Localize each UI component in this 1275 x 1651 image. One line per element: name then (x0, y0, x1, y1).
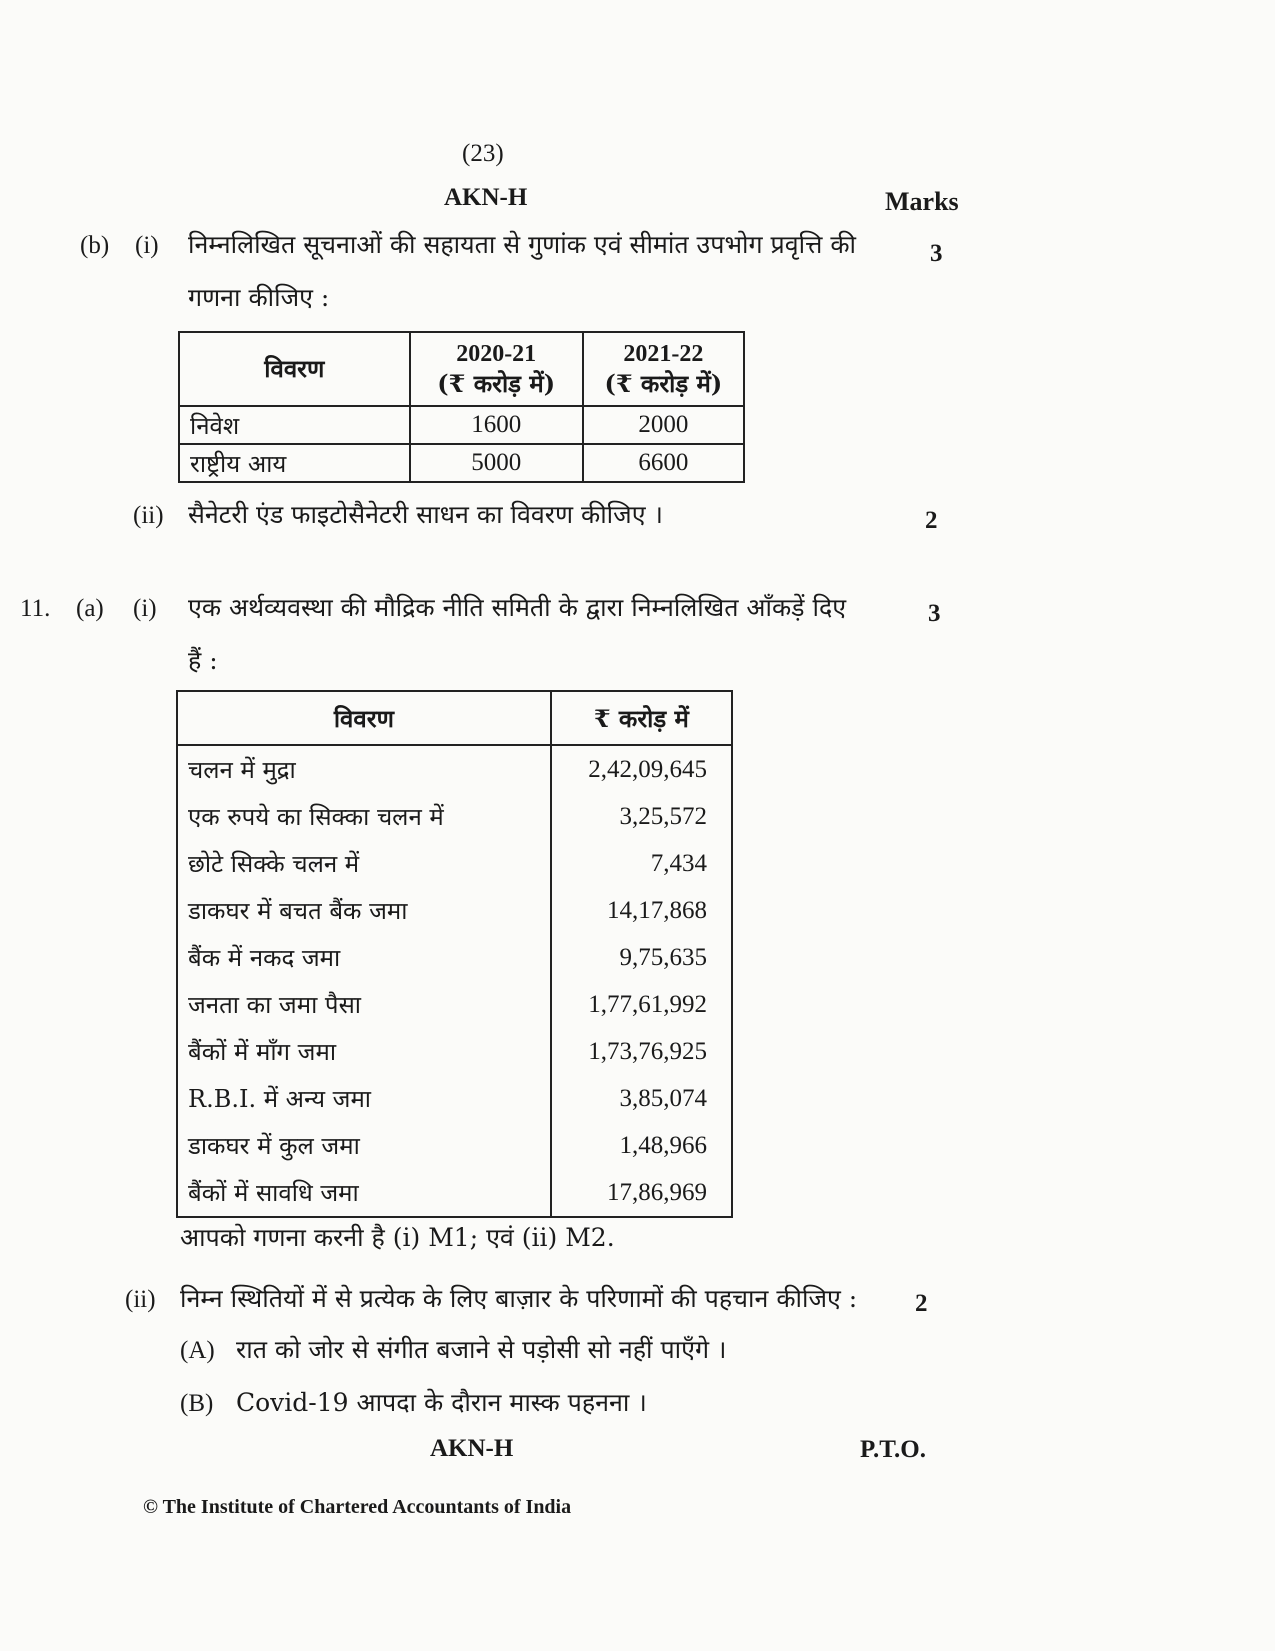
q11a-i-label: (i) (133, 595, 157, 622)
row-value: 17,86,969 (551, 1169, 732, 1217)
header-2020-21 (410, 332, 583, 406)
q11a-i-text-line1: एक अर्थव्यवस्था की मौद्रिक नीति समिती के द्वारा निम्नलिखित आँकड़ें दिए (188, 593, 847, 622)
table-row (177, 1075, 732, 1122)
table-row (177, 1122, 732, 1169)
row-value-2020: 5000 (410, 444, 583, 482)
header-2020-21-year: 2020-21 (456, 341, 537, 367)
row-label: डाकघर में कुल जमा (177, 1122, 551, 1169)
row-label: डाकघर में बचत बैंक जमा (177, 887, 551, 934)
row-value: 1,73,76,925 (551, 1028, 732, 1075)
money-supply-table (176, 690, 733, 1218)
row-value: 2,42,09,645 (551, 745, 732, 793)
q11a-ii-label: (ii) (125, 1286, 156, 1313)
copyright-notice: © The Institute of Chartered Accountants of India (143, 1496, 572, 1518)
row-value: 7,434 (551, 840, 732, 887)
row-value: 9,75,635 (551, 934, 732, 981)
header-2021-22-year: 2021-22 (623, 341, 704, 367)
row-label: राष्ट्रीय आय (179, 444, 410, 482)
q10b-ii-label: (ii) (133, 502, 164, 529)
q10b-i-text-line1: निम्नलिखित सूचनाओं की सहायता से गुणांक एवं सीमांत उपभोग प्रवृत्ति की (188, 230, 857, 259)
q11-number: 11. (20, 595, 51, 622)
q11a-ii-marks: 2 (915, 1290, 928, 1317)
table-row (179, 444, 744, 482)
header-2020-21-unit: (₹ करोड़ में) (437, 369, 556, 398)
header-description: विवरण (179, 332, 410, 406)
row-label: जनता का जमा पैसा (177, 981, 551, 1028)
row-value-2021: 6600 (583, 444, 744, 482)
row-label: बैंकों में माँग जमा (177, 1028, 551, 1075)
row-label: छोटे सिक्के चलन में (177, 840, 551, 887)
q10b-ii-text: सैनेटरी एंड फाइटोसैनेटरी साधन का विवरण कीजिए । (188, 500, 663, 529)
table-row (177, 793, 732, 840)
table-row (177, 840, 732, 887)
q11a-ii-item-b-label: (B) (180, 1390, 214, 1417)
table-row (177, 1028, 732, 1075)
row-value: 3,85,074 (551, 1075, 732, 1122)
row-value-2020: 1600 (410, 406, 583, 444)
row-label: निवेश (179, 406, 410, 444)
q11a-i-after-text: आपको गणना करनी है (i) M1; एवं (ii) M2. (180, 1223, 615, 1252)
q11a-label: (a) (76, 595, 104, 622)
table-row (177, 934, 732, 981)
table-row (179, 406, 744, 444)
q11a-ii-item-a-text: रात को जोर से संगीत बजाने से पड़ोसी सो नहीं पाएँगे । (236, 1335, 727, 1364)
row-label: एक रुपये का सिक्का चलन में (177, 793, 551, 840)
q10b-i-text-line2: गणना कीजिए : (188, 283, 330, 312)
row-label: R.B.I. में अन्य जमा (177, 1075, 551, 1122)
row-label: बैंकों में सावधि जमा (177, 1169, 551, 1217)
row-label: बैंक में नकद जमा (177, 934, 551, 981)
q10b-label: (b) (80, 232, 110, 259)
row-value: 1,48,966 (551, 1122, 732, 1169)
table-row (177, 887, 732, 934)
q10b-i-marks: 3 (930, 240, 943, 267)
paper-code: AKN-H (444, 184, 528, 211)
pto-label: P.T.O. (860, 1436, 926, 1463)
row-label: चलन में मुद्रा (177, 745, 551, 793)
table-row (177, 1169, 732, 1217)
q11a-ii-item-b-text: Covid-19 आपदा के दौरान मास्क पहनना । (236, 1388, 647, 1417)
header-2021-22-unit: (₹ करोड़ में) (604, 369, 723, 398)
q11a-i-marks: 3 (928, 600, 941, 627)
q11a-i-text-line2: हैं : (188, 646, 218, 675)
q11a-ii-text: निम्न स्थितियों में से प्रत्येक के लिए बाज़ार के परिणामों की पहचान कीजिए : (180, 1284, 858, 1313)
row-value: 1,77,61,992 (551, 981, 732, 1028)
header-description: विवरण (177, 691, 551, 745)
page-number: (23) (462, 140, 504, 167)
footer-code: AKN-H (430, 1435, 514, 1462)
table-row (177, 745, 732, 793)
row-value: 3,25,572 (551, 793, 732, 840)
row-value-2021: 2000 (583, 406, 744, 444)
header-value: ₹ करोड़ में (551, 691, 732, 745)
table-row (177, 981, 732, 1028)
investment-income-table (178, 331, 745, 483)
q10b-ii-marks: 2 (925, 507, 938, 534)
marks-heading: Marks (885, 187, 959, 216)
q11a-ii-item-a-label: (A) (180, 1337, 215, 1364)
header-2021-22 (583, 332, 744, 406)
q10b-i-label: (i) (135, 232, 159, 259)
row-value: 14,17,868 (551, 887, 732, 934)
